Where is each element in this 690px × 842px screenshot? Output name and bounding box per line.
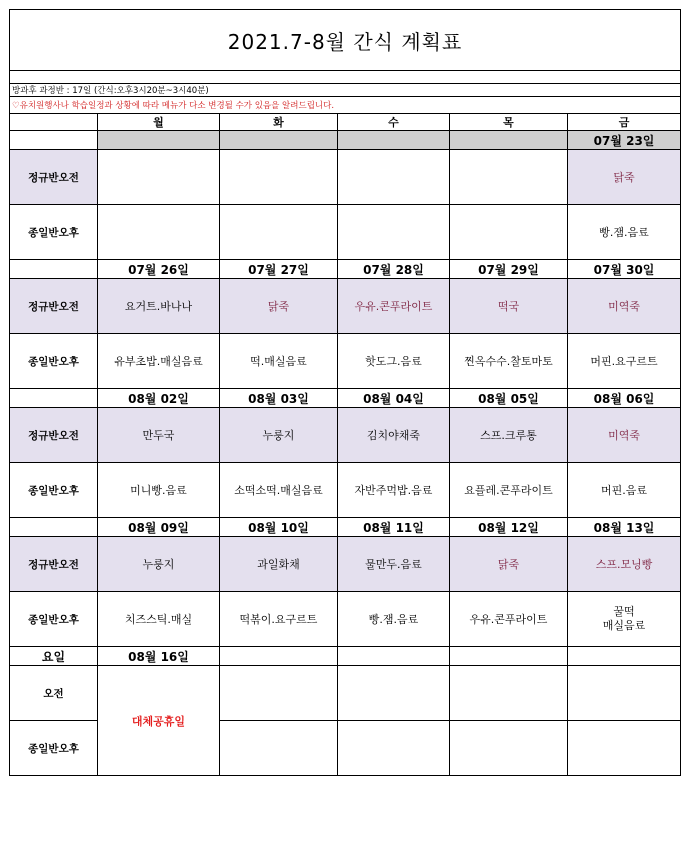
row-label-am: 정규반오전: [10, 537, 98, 592]
menu-cell: 닭죽: [450, 537, 568, 592]
day-mon: 월: [98, 114, 220, 131]
menu-cell: 빵.잼.음료: [568, 205, 681, 260]
date-cell: 07월 29일: [450, 260, 568, 279]
menu-cell: [338, 721, 450, 776]
row-label-pm: 종일반오후: [10, 721, 98, 776]
menu-cell: 닭죽: [568, 150, 681, 205]
date-cell: [450, 131, 568, 150]
date-cell: 07월 23일: [568, 131, 681, 150]
menu-cell: 요플레.콘푸라이트: [450, 463, 568, 518]
row-label-am: 정규반오전: [10, 150, 98, 205]
date-cell: 08월 03일: [220, 389, 338, 408]
date-cell: 08월 04일: [338, 389, 450, 408]
date-cell: 07월 30일: [568, 260, 681, 279]
day-wed: 수: [338, 114, 450, 131]
menu-cell: 미니빵.음료: [98, 463, 220, 518]
menu-cell: 미역죽: [568, 279, 681, 334]
blank-row: [10, 71, 681, 84]
date-label-cell: [10, 131, 98, 150]
menu-cell: 만두국: [98, 408, 220, 463]
menu-cell: 머핀.요구르트: [568, 334, 681, 389]
menu-cell: 누룽지: [220, 408, 338, 463]
menu-cell: 누룽지: [98, 537, 220, 592]
menu-cell: 요거트.바나나: [98, 279, 220, 334]
date-cell: 08월 13일: [568, 518, 681, 537]
date-label-cell: [10, 518, 98, 537]
row-label-pm: 종일반오후: [10, 205, 98, 260]
date-cell: [338, 131, 450, 150]
menu-cell: [568, 721, 681, 776]
row-label-pm: 종일반오후: [10, 463, 98, 518]
menu-cell: 스프.크루통: [450, 408, 568, 463]
snack-plan-table: [9, 9, 681, 776]
menu-cell: [338, 205, 450, 260]
menu-cell: 김치야채죽: [338, 408, 450, 463]
row-label-pm: 종일반오후: [10, 334, 98, 389]
date-cell: 07월 28일: [338, 260, 450, 279]
menu-cell: [98, 205, 220, 260]
menu-cell: [568, 666, 681, 721]
menu-cell: 유부초밥.매실음료: [98, 334, 220, 389]
menu-cell: 물만두.음료: [338, 537, 450, 592]
day-tue: 화: [220, 114, 338, 131]
menu-cell: 찐옥수수.찰토마토: [450, 334, 568, 389]
menu-cell: [450, 721, 568, 776]
class-info: 방과후 과정반 : 17일 (간식:오후3시20분~3시40분): [10, 84, 681, 97]
menu-cell: 과일화채: [220, 537, 338, 592]
date-label-cell: [10, 389, 98, 408]
menu-cell: 소떡소떡.매실음료: [220, 463, 338, 518]
menu-cell: [220, 150, 338, 205]
row-label-pm: 종일반오후: [10, 592, 98, 647]
corner-cell: [10, 114, 98, 131]
menu-cell: 우유.콘푸라이트: [450, 592, 568, 647]
row-label-am: 정규반오전: [10, 408, 98, 463]
menu-cell: 치즈스틱.매실: [98, 592, 220, 647]
date-cell: [220, 647, 338, 666]
menu-cell: [338, 666, 450, 721]
day-label-cell: 요일: [10, 647, 98, 666]
day-fri: 금: [568, 114, 681, 131]
holiday-cell: 대체공휴일: [98, 666, 220, 776]
date-label-cell: [10, 260, 98, 279]
row-label-am: 정규반오전: [10, 279, 98, 334]
date-cell: 08월 05일: [450, 389, 568, 408]
date-cell: 08월 09일: [98, 518, 220, 537]
date-cell: 08월 11일: [338, 518, 450, 537]
date-cell: 08월 06일: [568, 389, 681, 408]
menu-cell: [98, 150, 220, 205]
menu-cell: [450, 205, 568, 260]
date-cell: 08월 16일: [98, 647, 220, 666]
menu-cell: 빵.잼.음료: [338, 592, 450, 647]
day-thu: 목: [450, 114, 568, 131]
date-cell: [220, 131, 338, 150]
date-cell: [338, 647, 450, 666]
date-cell: 08월 10일: [220, 518, 338, 537]
row-label-am: 오전: [10, 666, 98, 721]
menu-cell: 떡볶이.요구르트: [220, 592, 338, 647]
menu-cell: [220, 666, 338, 721]
date-cell: 08월 12일: [450, 518, 568, 537]
menu-cell: [338, 150, 450, 205]
date-cell: 08월 02일: [98, 389, 220, 408]
menu-cell: 닭죽: [220, 279, 338, 334]
menu-cell: [450, 150, 568, 205]
menu-cell: [220, 205, 338, 260]
date-cell: [98, 131, 220, 150]
menu-cell: 자반주먹밥.음료: [338, 463, 450, 518]
date-cell: 07월 27일: [220, 260, 338, 279]
page-title: 2021.7-8월 간식 계획표: [10, 10, 681, 71]
menu-cell: 머핀.음료: [568, 463, 681, 518]
menu-cell: 꿀떡 매실음료: [568, 592, 681, 647]
date-cell: [568, 647, 681, 666]
menu-cell: 스프.모닝빵: [568, 537, 681, 592]
date-cell: [450, 647, 568, 666]
menu-cell: 떡.매실음료: [220, 334, 338, 389]
menu-cell: 우유.콘푸라이트: [338, 279, 450, 334]
menu-cell: 미역죽: [568, 408, 681, 463]
notice-text: ♡유치원행사나 학습일정과 상황에 따라 메뉴가 다소 변경될 수가 있음을 알려드립니다.: [10, 97, 681, 114]
date-cell: 07월 26일: [98, 260, 220, 279]
menu-cell: [220, 721, 338, 776]
menu-cell: [450, 666, 568, 721]
menu-cell: 떡국: [450, 279, 568, 334]
menu-cell: 핫도그.음료: [338, 334, 450, 389]
